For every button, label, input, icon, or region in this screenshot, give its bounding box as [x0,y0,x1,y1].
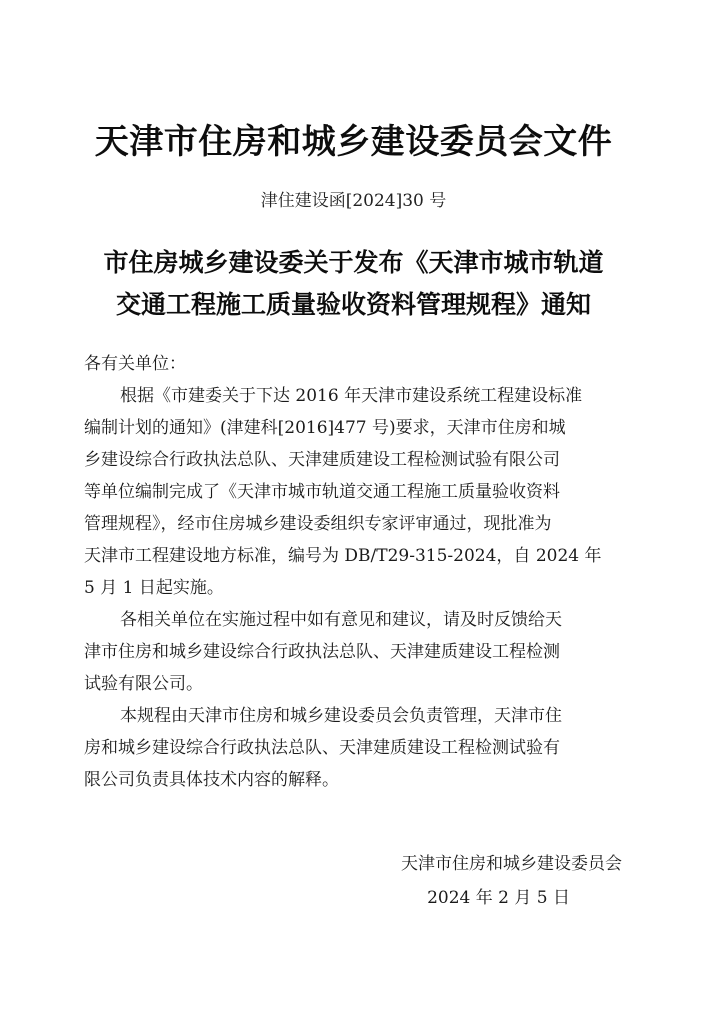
document-number: 津住建设函[2024]30 号 [260,191,447,211]
notice-body [84,348,629,796]
paragraph-1-line: 根据《市建委关于下达 2016 年天津市建设系统工程建设标准 [120,386,583,406]
paragraph-3-line: 房和城乡建设综合行政执法总队、天津建质建设工程检测试验有 [84,738,560,758]
paragraph-3-line: 限公司负责具体技术内容的解释。 [84,770,339,790]
paragraph-2-line: 津市住房和城乡建设综合行政执法总队、天津建质建设工程检测 [84,642,560,662]
salutation: 各有关单位： [84,354,186,374]
notice-title-line: 交通工程施工质量验收资料管理规程》通知 [115,290,591,319]
issue-date: 2024 年 2 月 5 日 [427,888,570,908]
paragraph-2-line: 试验有限公司。 [84,674,203,694]
issuer-name: 天津市住房和城乡建设委员会 [401,854,622,874]
paragraph-1-line: 乡建设综合行政执法总队、天津建质建设工程检测试验有限公司 [84,450,560,470]
paragraph-1-line: 5 月 1 日起实施。 [84,578,224,598]
paragraph-1-line: 等单位编制完成了《天津市城市轨道交通工程施工质量验收资料 [84,482,560,502]
notice-title [60,242,647,326]
document-header-title: 天津市住房和城乡建设委员会文件 [94,122,613,162]
paragraph-1-line: 天津市工程建设地方标准，编号为 DB/T29-315-2024，自 2024 年 [84,546,602,566]
paragraph-2-line: 各相关单位在实施过程中如有意见和建议，请及时反馈给天 [120,610,562,630]
paragraph-3-line: 本规程由天津市住房和城乡建设委员会负责管理，天津市住 [120,706,562,726]
notice-title-line: 市住房城乡建设委关于发布《天津市城市轨道 [103,248,604,277]
paragraph-1-line: 编制计划的通知》(津建科[2016]477 号)要求，天津市住房和城 [84,418,566,438]
signature-block [0,847,622,915]
paragraph-1-line: 管理规程》，经市住房城乡建设委组织专家评审通过，现批准为 [84,514,552,534]
